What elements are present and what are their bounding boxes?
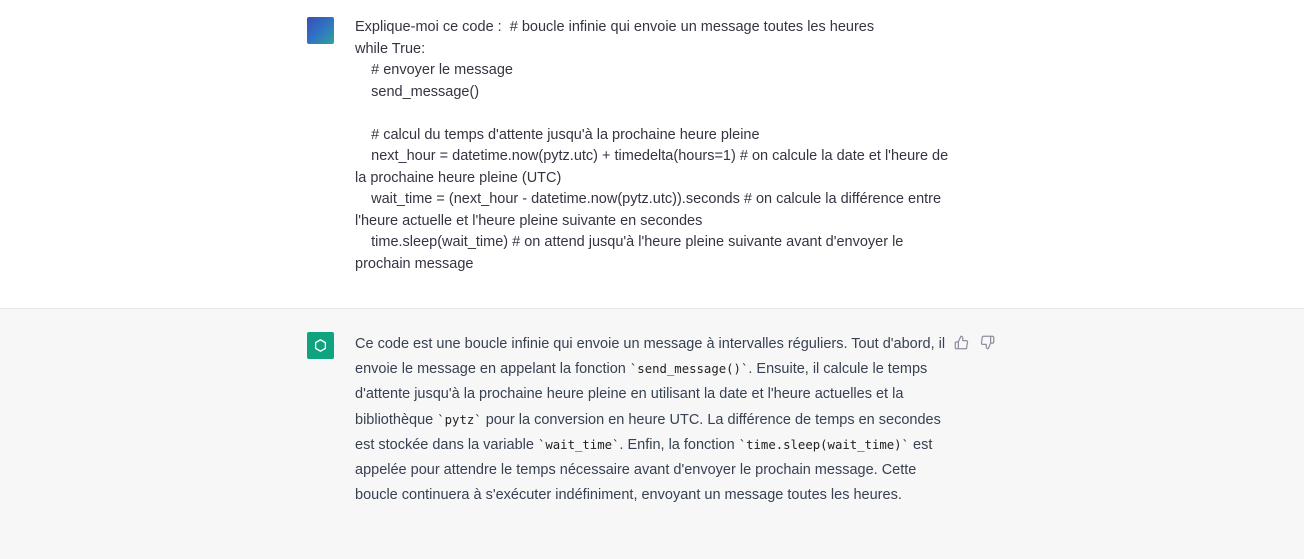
user-message-text: Explique-moi ce code : # boucle infinie qui envoie un message toutes les heures while True: # envoyer le message send_message() # calcul du temps d'attente jusqu'à la prochaine heure pleine next_hour = datetime.now(pytz.utc) + timedelta(hours=1) # on calcule la date et l'heure de la prochaine heure pleine (UTC) wait_time = (next_hour - datetime.now(pytz.utc)).seconds # on calcule la différence entre l'heure actuelle et l'heure pleine suivante en secondes time.sleep(wait_time) # on attend jusqu'à l'heure pleine suivante avant d'envoyer le prochain message <box>355 19 949 272</box>
thumbs-up-icon[interactable] <box>952 333 970 351</box>
user-avatar-icon <box>307 17 334 44</box>
text-segment: est appelée pour attendre le temps nécessaire avant d'envoyer le prochain message. Cette boucle continuera à s'exécuter indéfiniment, envoyant un message toutes les heures. <box>355 436 933 504</box>
inline-code: `time.sleep(wait_time)` <box>738 437 909 452</box>
text-segment: . Ensuite, il calcule le temps d'attente jusqu'à la prochaine heure pleine en utilisant la date et l'heure actuelles et la bibliothèque <box>355 361 928 428</box>
thumbs-down-icon[interactable] <box>978 333 996 351</box>
inline-code: `pytz` <box>437 412 482 427</box>
text-segment: . Enfin, la fonction <box>619 436 739 453</box>
text-segment: Ce code est une boucle infinie qui envoie un message à intervalles réguliers. Tout d'abord, il envoie le message en appelant la fonction <box>355 336 946 378</box>
text-segment: pour la conversion en heure UTC. La différence de temps en secondes est stockée dans la variable <box>355 411 941 453</box>
assistant-message-text <box>355 332 951 508</box>
inline-code: `wait_time` <box>537 437 620 452</box>
inline-code: `send_message()` <box>629 362 749 377</box>
assistant-message-row <box>0 309 1304 559</box>
openai-logo-icon <box>307 332 334 359</box>
